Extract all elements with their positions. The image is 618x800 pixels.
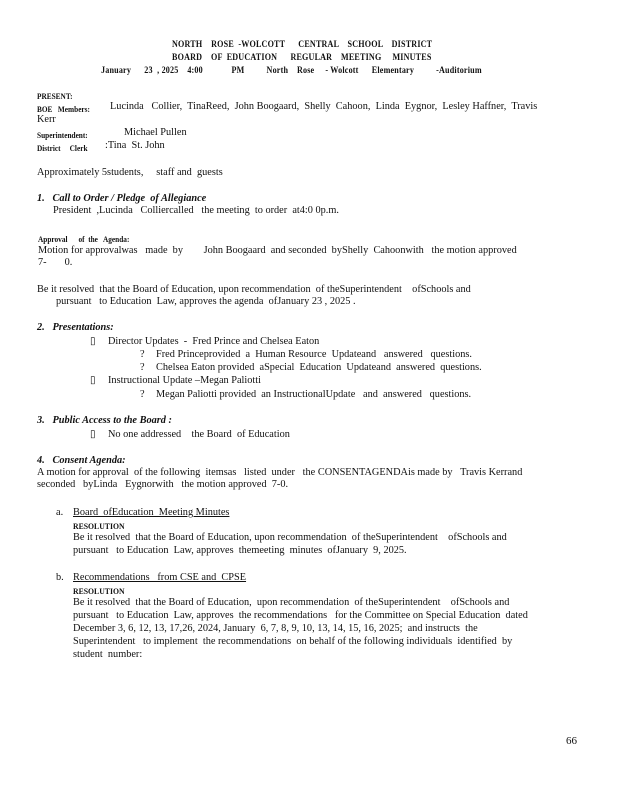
agenda-motion: Motion for approvalwas made by John Boogaard and seconded byShelly Cahoonwith the motion approved — [38, 245, 517, 256]
boe-members-value: Lucinda Collier, TinaReed, John Boogaard, Shelly Cahoon, Linda Eygnor, Lesley Haffner, Travis — [110, 101, 538, 112]
section-4-title: 4. Consent Agenda: — [37, 455, 126, 466]
item-a-title: Board ofEducation Meeting Minutes — [73, 507, 230, 518]
item-a-line2: pursuant to Education Law, approves themeeting minutes ofJanuary 9, 2025. — [73, 545, 407, 556]
district-clerk-value: :Tina St. John — [105, 140, 165, 151]
present-label: PRESENT: — [37, 91, 73, 101]
item-b-line2: pursuant to Education Law, approves the recommendations for the Committee on Special Education dated — [73, 610, 528, 621]
consent-motion-line2: seconded byLinda Eygnorwith the motion approved 7-0. — [37, 479, 289, 490]
district-clerk-label: District Clerk — [37, 143, 88, 153]
presentation-sub-item: Megan Paliotti provided an InstructionalUpdate and answered questions. — [156, 389, 472, 400]
presentation-sub-item: Fred Princeprovided a Human Resource Updateand answered questions. — [156, 349, 472, 360]
boe-members-value-cont: Kerr — [37, 114, 56, 125]
section-1-text: President ,Lucinda Colliercalled the meeting to order at4:0 0p.m. — [53, 205, 339, 216]
agenda-approval-title: Approval of the Agenda: — [38, 234, 130, 244]
public-access-item: No one addressed the Board of Education — [108, 429, 290, 440]
section-2-title: 2. Presentations: — [37, 322, 114, 333]
attendance-text: Approximately 5students, staff and guests — [37, 167, 223, 178]
superintendent-label: Superintendent: — [37, 130, 88, 140]
agenda-resolved-line2: pursuant to Education Law, approves the agenda ofJanuary 23 , 2025 . — [56, 296, 356, 307]
sub-bullet-icon: ? — [140, 362, 145, 373]
district-title: NORTH ROSE -WOLCOTT CENTRAL SCHOOL DISTRICT — [172, 39, 433, 49]
bullet-icon: ▯ — [90, 375, 96, 386]
item-b-line3: December 3, 6, 12, 13, 17,26, 2024, January 6, 7, 8, 9, 10, 13, 14, 15, 16, 2025; and instructs the — [73, 623, 478, 634]
item-b-line5: student number: — [73, 649, 143, 660]
page-number: 66 — [566, 735, 577, 747]
item-b-title: Recommendations from CSE and CPSE — [73, 572, 247, 583]
meeting-date-location: January 23 , 2025 4:00 PM North Rose - Wolcott Elementary -Auditorium — [101, 65, 482, 75]
section-1-title: 1. Call to Order / Pledge of Allegiance — [37, 193, 207, 204]
item-b-marker: b. — [56, 572, 64, 583]
section-3-title: 3. Public Access to the Board : — [37, 415, 172, 426]
agenda-resolved-line1: Be it resolved that the Board of Education, upon recommendation of theSuperintendent ofSchools and — [37, 284, 471, 295]
item-a-marker: a. — [56, 507, 64, 518]
presentation-sub-item: Chelsea Eaton provided aSpecial Education Updateand answered questions. — [156, 362, 482, 373]
consent-motion-line1: A motion for approval of the following itemsas listed under the CONSENTAGENDAis made by Travis Kerrand — [37, 467, 523, 478]
presentation-item: Director Updates - Fred Prince and Chelsea Eaton — [108, 336, 320, 347]
item-a-line1: Be it resolved that the Board of Education, upon recommendation of theSuperintendent ofSchools and — [73, 532, 507, 543]
item-b-line1: Be it resolved that the Board of Education, upon recommendation of theSuperintendent ofSchools and — [73, 597, 510, 608]
item-b-resolution-label: RESOLUTION — [73, 586, 125, 596]
item-a-resolution-label: RESOLUTION — [73, 521, 125, 531]
superintendent-value: Michael Pullen — [124, 127, 187, 138]
sub-bullet-icon: ? — [140, 389, 145, 400]
meeting-title: BOARD OF EDUCATION REGULAR MEETING MINUTES — [172, 52, 432, 62]
agenda-motion-cont: 7- 0. — [38, 257, 73, 268]
bullet-icon: ▯ — [90, 336, 96, 347]
boe-members-label: BOE Members: — [37, 104, 90, 114]
sub-bullet-icon: ? — [140, 349, 145, 360]
item-b-line4: Superintendent to implement the recommendations on behalf of the following individuals identified by — [73, 636, 513, 647]
bullet-icon: ▯ — [90, 429, 96, 440]
presentation-item: Instructional Update –Megan Paliotti — [108, 375, 261, 386]
